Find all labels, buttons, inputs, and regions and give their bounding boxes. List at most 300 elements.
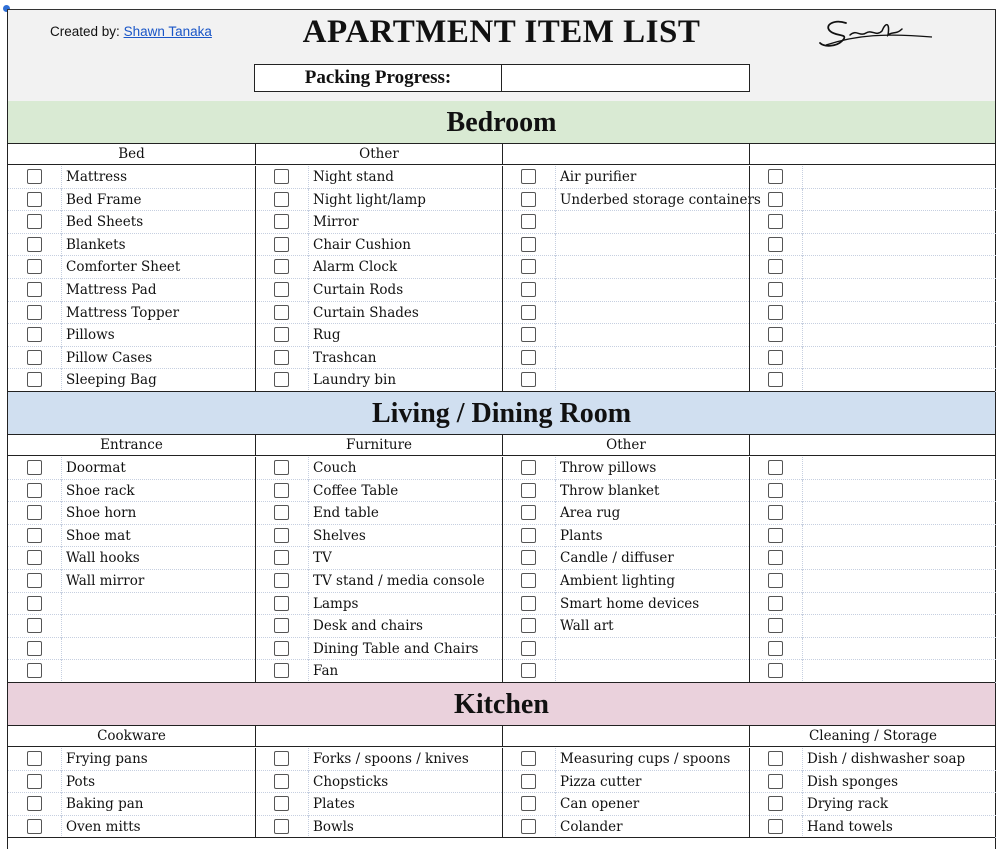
checklist-cell bbox=[749, 570, 996, 593]
cell-divider bbox=[61, 279, 62, 302]
item-checkbox[interactable] bbox=[521, 573, 536, 588]
item-checkbox[interactable] bbox=[768, 214, 783, 229]
checklist-cell bbox=[749, 771, 996, 794]
checklist-cell bbox=[749, 211, 996, 234]
checklist-cell bbox=[502, 189, 761, 212]
item-checkbox[interactable] bbox=[274, 596, 289, 611]
item-checkbox[interactable] bbox=[521, 774, 536, 789]
checklist-cell bbox=[8, 660, 255, 683]
checklist-cell bbox=[749, 525, 996, 548]
item-label: Laundry bin bbox=[313, 372, 397, 389]
item-checkbox[interactable] bbox=[274, 663, 289, 678]
cell-divider bbox=[555, 638, 556, 661]
item-label: Bed Sheets bbox=[66, 214, 144, 231]
cell-divider bbox=[555, 369, 556, 392]
item-label: Mattress bbox=[66, 169, 128, 185]
checklist-cell bbox=[749, 793, 996, 816]
checklist-cell bbox=[749, 660, 996, 683]
item-label: Measuring cups / spoons bbox=[560, 751, 731, 767]
item-label: Hand towels bbox=[807, 818, 893, 835]
checklist-cell bbox=[8, 793, 255, 816]
item-checkbox[interactable] bbox=[27, 259, 42, 274]
cell-divider bbox=[308, 615, 309, 638]
author-link[interactable]: Shawn Tanaka bbox=[123, 24, 212, 39]
item-checkbox[interactable] bbox=[521, 214, 536, 229]
checklist-cell bbox=[749, 324, 996, 347]
item-checkbox[interactable] bbox=[27, 751, 42, 766]
checklist-cell bbox=[8, 347, 255, 370]
header-row bbox=[8, 9, 995, 56]
item-label: Mattress Pad bbox=[66, 282, 157, 298]
cell-divider bbox=[555, 457, 556, 480]
item-checkbox[interactable] bbox=[521, 819, 536, 834]
column-divider bbox=[749, 748, 750, 838]
cell-divider bbox=[555, 615, 556, 638]
cell-divider bbox=[308, 593, 309, 616]
item-checkbox[interactable] bbox=[274, 505, 289, 520]
cell-divider bbox=[802, 793, 803, 816]
checklist-cell bbox=[255, 457, 502, 480]
cell-divider bbox=[61, 166, 62, 189]
cell-divider bbox=[61, 570, 62, 593]
item-checkbox[interactable] bbox=[27, 505, 42, 520]
cell-divider bbox=[61, 547, 62, 570]
item-checkbox[interactable] bbox=[27, 528, 42, 543]
item-checkbox[interactable] bbox=[521, 505, 536, 520]
item-checkbox[interactable] bbox=[274, 305, 289, 320]
item-label: Shoe horn bbox=[66, 505, 137, 522]
item-label: Frying pans bbox=[66, 751, 148, 767]
item-label: Doormat bbox=[66, 460, 126, 476]
cell-divider bbox=[555, 547, 556, 570]
column-divider bbox=[255, 457, 256, 683]
item-label: Forks / spoons / knives bbox=[313, 751, 469, 767]
cell-divider bbox=[802, 502, 803, 525]
item-checkbox[interactable] bbox=[768, 774, 783, 789]
checklist-cell bbox=[502, 166, 749, 189]
checklist-cell bbox=[502, 660, 749, 683]
item-checkbox[interactable] bbox=[521, 350, 536, 365]
item-checkbox[interactable] bbox=[521, 550, 536, 565]
cell-divider bbox=[61, 480, 62, 503]
item-checkbox[interactable] bbox=[274, 282, 289, 297]
checklist-cell bbox=[255, 256, 502, 279]
cell-divider bbox=[61, 593, 62, 616]
cell-divider bbox=[308, 570, 309, 593]
cell-divider bbox=[802, 748, 803, 771]
cell-divider bbox=[308, 302, 309, 325]
cell-divider bbox=[308, 748, 309, 771]
section-title: Kitchen bbox=[8, 683, 995, 726]
column-divider bbox=[749, 457, 750, 683]
checklist-cell bbox=[8, 593, 255, 616]
checklist-cell bbox=[502, 480, 749, 503]
item-checkbox[interactable] bbox=[27, 796, 42, 811]
cell-divider bbox=[308, 502, 309, 525]
cell-divider bbox=[308, 525, 309, 548]
item-checkbox[interactable] bbox=[768, 819, 783, 834]
item-checkbox[interactable] bbox=[27, 237, 42, 252]
item-checkbox[interactable] bbox=[768, 305, 783, 320]
checklist-cell bbox=[255, 525, 502, 548]
cell-divider bbox=[308, 793, 309, 816]
signature-image bbox=[816, 11, 936, 55]
item-checkbox[interactable] bbox=[27, 305, 42, 320]
item-list-sheet bbox=[7, 9, 996, 849]
cell-divider bbox=[802, 570, 803, 593]
item-checkbox[interactable] bbox=[27, 663, 42, 678]
item-checkbox[interactable] bbox=[521, 663, 536, 678]
checklist-cell bbox=[749, 234, 996, 257]
section-bottom-border bbox=[8, 837, 995, 838]
cell-divider bbox=[555, 748, 556, 771]
item-checkbox[interactable] bbox=[521, 327, 536, 342]
checklist-cell bbox=[8, 570, 255, 593]
checklist-cell bbox=[8, 502, 255, 525]
item-checkbox[interactable] bbox=[521, 169, 536, 184]
item-checkbox[interactable] bbox=[27, 819, 42, 834]
cell-divider bbox=[555, 166, 556, 189]
item-label: Wall hooks bbox=[66, 550, 140, 567]
cell-divider bbox=[308, 457, 309, 480]
item-label: Blankets bbox=[66, 236, 126, 253]
item-checkbox[interactable] bbox=[27, 192, 42, 207]
item-checkbox[interactable] bbox=[768, 460, 783, 475]
cell-divider bbox=[308, 234, 309, 257]
checklist-cell bbox=[8, 302, 255, 325]
item-checkbox[interactable] bbox=[521, 528, 536, 543]
cell-divider bbox=[308, 547, 309, 570]
cell-divider bbox=[308, 324, 309, 347]
column-header bbox=[749, 144, 996, 165]
item-checkbox[interactable] bbox=[274, 372, 289, 387]
packing-progress-label: Packing Progress: bbox=[254, 64, 502, 92]
checklist-cell bbox=[502, 369, 749, 392]
checklist-cell bbox=[255, 660, 502, 683]
checklist-cell bbox=[255, 547, 502, 570]
item-checkbox[interactable] bbox=[768, 483, 783, 498]
checklist-cell bbox=[502, 234, 749, 257]
item-checkbox[interactable] bbox=[27, 214, 42, 229]
item-label: TV stand / media console bbox=[313, 573, 485, 589]
checklist-cell bbox=[255, 748, 502, 771]
checklist-cell bbox=[502, 457, 749, 480]
checklist-cell bbox=[8, 457, 255, 480]
cell-divider bbox=[61, 816, 62, 839]
item-label: Trashcan bbox=[313, 349, 377, 366]
item-checkbox[interactable] bbox=[274, 751, 289, 766]
checklist-cell bbox=[749, 347, 996, 370]
checklist-cell bbox=[502, 771, 749, 794]
item-checkbox[interactable] bbox=[768, 350, 783, 365]
section-title: Bedroom bbox=[8, 101, 995, 144]
item-label: Alarm Clock bbox=[313, 259, 398, 276]
item-checkbox[interactable] bbox=[768, 641, 783, 656]
cell-divider bbox=[802, 480, 803, 503]
cell-divider bbox=[308, 816, 309, 839]
checklist-cell bbox=[8, 166, 255, 189]
cell-divider bbox=[555, 660, 556, 683]
column-header bbox=[255, 726, 502, 747]
checklist-cell bbox=[8, 525, 255, 548]
item-label: Throw pillows bbox=[560, 460, 657, 476]
column-header: Other bbox=[255, 144, 502, 165]
cell-divider bbox=[61, 457, 62, 480]
cell-divider bbox=[802, 593, 803, 616]
checklist-cell bbox=[502, 547, 749, 570]
cell-divider bbox=[802, 369, 803, 392]
checklist-cell bbox=[255, 570, 502, 593]
item-label: Desk and chairs bbox=[313, 618, 423, 635]
cell-divider bbox=[61, 771, 62, 794]
item-label: Dining Table and Chairs bbox=[313, 640, 479, 657]
checklist-cell bbox=[502, 324, 749, 347]
item-label: Mirror bbox=[313, 214, 359, 231]
item-checkbox[interactable] bbox=[768, 550, 783, 565]
column-header: Other bbox=[502, 435, 749, 456]
checklist-cell bbox=[8, 234, 255, 257]
item-checkbox[interactable] bbox=[274, 796, 289, 811]
cell-divider bbox=[308, 638, 309, 661]
checklist-cell bbox=[749, 189, 996, 212]
checklist-cell bbox=[255, 615, 502, 638]
column-header: Cleaning / Storage bbox=[749, 726, 996, 747]
item-checkbox[interactable] bbox=[521, 460, 536, 475]
checklist-cell bbox=[8, 638, 255, 661]
checklist-cell bbox=[502, 615, 749, 638]
checklist-cell bbox=[749, 502, 996, 525]
cell-divider bbox=[61, 615, 62, 638]
item-checkbox[interactable] bbox=[27, 169, 42, 184]
item-checkbox[interactable] bbox=[274, 483, 289, 498]
item-checkbox[interactable] bbox=[521, 641, 536, 656]
item-checkbox[interactable] bbox=[521, 305, 536, 320]
item-checkbox[interactable] bbox=[521, 618, 536, 633]
item-checkbox[interactable] bbox=[768, 663, 783, 678]
column-divider bbox=[502, 166, 503, 392]
checklist-cell bbox=[749, 256, 996, 279]
cell-divider bbox=[802, 638, 803, 661]
item-checkbox[interactable] bbox=[768, 282, 783, 297]
item-checkbox[interactable] bbox=[768, 327, 783, 342]
item-checkbox[interactable] bbox=[27, 618, 42, 633]
item-checkbox[interactable] bbox=[768, 573, 783, 588]
checklist-cell bbox=[502, 793, 749, 816]
item-label: Area rug bbox=[560, 505, 621, 522]
cell-divider bbox=[308, 256, 309, 279]
item-checkbox[interactable] bbox=[274, 528, 289, 543]
item-checkbox[interactable] bbox=[521, 483, 536, 498]
column-divider bbox=[255, 748, 256, 838]
item-checkbox[interactable] bbox=[521, 237, 536, 252]
column-divider bbox=[255, 166, 256, 392]
item-label: Sleeping Bag bbox=[66, 372, 157, 389]
item-checkbox[interactable] bbox=[274, 641, 289, 656]
item-checkbox[interactable] bbox=[274, 259, 289, 274]
item-label: Night light/lamp bbox=[313, 191, 426, 208]
item-label: Wall mirror bbox=[66, 573, 145, 589]
item-checkbox[interactable] bbox=[27, 282, 42, 297]
item-checkbox[interactable] bbox=[27, 327, 42, 342]
item-checkbox[interactable] bbox=[521, 596, 536, 611]
item-label: Dish sponges bbox=[807, 773, 899, 790]
item-checkbox[interactable] bbox=[768, 751, 783, 766]
checklist-cell bbox=[749, 547, 996, 570]
item-checkbox[interactable] bbox=[521, 282, 536, 297]
checklist-cell bbox=[8, 748, 255, 771]
checklist-cell bbox=[8, 369, 255, 392]
item-checkbox[interactable] bbox=[274, 550, 289, 565]
item-label: Plants bbox=[560, 527, 603, 544]
item-checkbox[interactable] bbox=[27, 550, 42, 565]
item-checkbox[interactable] bbox=[521, 796, 536, 811]
item-label: Shoe mat bbox=[66, 527, 131, 544]
checklist-cell bbox=[8, 189, 255, 212]
item-label: Air purifier bbox=[560, 169, 637, 185]
cell-divider bbox=[555, 256, 556, 279]
cell-divider bbox=[555, 793, 556, 816]
checklist-cell bbox=[255, 189, 502, 212]
item-checkbox[interactable] bbox=[768, 259, 783, 274]
checklist-cell bbox=[502, 279, 749, 302]
column-divider bbox=[502, 457, 503, 683]
item-label: Ambient lighting bbox=[560, 573, 675, 589]
item-label: Shelves bbox=[313, 527, 366, 544]
checklist-cell bbox=[749, 302, 996, 325]
cell-divider bbox=[802, 457, 803, 480]
item-checkbox[interactable] bbox=[768, 192, 783, 207]
item-checkbox[interactable] bbox=[768, 796, 783, 811]
checklist-cell bbox=[502, 816, 749, 839]
item-checkbox[interactable] bbox=[274, 460, 289, 475]
column-divider bbox=[502, 748, 503, 838]
checklist-cell bbox=[255, 771, 502, 794]
item-checkbox[interactable] bbox=[274, 327, 289, 342]
item-checkbox[interactable] bbox=[521, 751, 536, 766]
cell-divider bbox=[308, 189, 309, 212]
item-checkbox[interactable] bbox=[27, 596, 42, 611]
checklist-cell bbox=[749, 369, 996, 392]
item-checkbox[interactable] bbox=[521, 372, 536, 387]
column-header-row bbox=[8, 726, 995, 747]
item-label: Wall art bbox=[560, 618, 614, 635]
item-checkbox[interactable] bbox=[274, 774, 289, 789]
cell-divider bbox=[61, 369, 62, 392]
item-checkbox[interactable] bbox=[274, 214, 289, 229]
item-checkbox[interactable] bbox=[274, 169, 289, 184]
column-header: Cookware bbox=[97, 728, 166, 744]
cell-divider bbox=[802, 166, 803, 189]
checklist-cell bbox=[255, 347, 502, 370]
column-header bbox=[502, 144, 749, 165]
item-label: Pizza cutter bbox=[560, 773, 642, 790]
cell-divider bbox=[308, 347, 309, 370]
item-checkbox[interactable] bbox=[27, 641, 42, 656]
cell-divider bbox=[802, 816, 803, 839]
checklist-cell bbox=[502, 302, 749, 325]
item-checkbox[interactable] bbox=[768, 618, 783, 633]
item-label: Candle / diffuser bbox=[560, 550, 674, 567]
cell-divider bbox=[802, 279, 803, 302]
item-checkbox[interactable] bbox=[27, 460, 42, 475]
item-label: Mattress Topper bbox=[66, 304, 180, 321]
item-checkbox[interactable] bbox=[768, 528, 783, 543]
item-checkbox[interactable] bbox=[768, 169, 783, 184]
cell-divider bbox=[61, 211, 62, 234]
item-checkbox[interactable] bbox=[27, 774, 42, 789]
cell-divider bbox=[308, 369, 309, 392]
cell-divider bbox=[61, 256, 62, 279]
checklist-cell bbox=[502, 525, 749, 548]
top-border bbox=[7, 9, 996, 10]
item-label: Underbed storage containers bbox=[560, 191, 761, 208]
document-title: APARTMENT ITEM LIST bbox=[302, 14, 701, 50]
item-label: Curtain Shades bbox=[313, 304, 419, 321]
item-checkbox[interactable] bbox=[768, 505, 783, 520]
item-checkbox[interactable] bbox=[27, 350, 42, 365]
checklist-cell bbox=[255, 638, 502, 661]
item-checkbox[interactable] bbox=[521, 259, 536, 274]
item-label: Oven mitts bbox=[66, 818, 141, 835]
item-label: Colander bbox=[560, 818, 623, 835]
cell-divider bbox=[555, 593, 556, 616]
item-checkbox[interactable] bbox=[521, 192, 536, 207]
checklist-cell bbox=[749, 457, 996, 480]
item-label: Couch bbox=[313, 460, 357, 476]
item-checkbox[interactable] bbox=[274, 350, 289, 365]
item-checkbox[interactable] bbox=[274, 237, 289, 252]
item-checkbox[interactable] bbox=[274, 819, 289, 834]
checklist-cell bbox=[502, 570, 749, 593]
checklist-cell bbox=[502, 748, 749, 771]
item-label: Fan bbox=[313, 663, 339, 680]
progress-row bbox=[8, 55, 995, 102]
item-label: End table bbox=[313, 505, 379, 522]
item-checkbox[interactable] bbox=[27, 573, 42, 588]
cell-divider bbox=[802, 547, 803, 570]
item-checkbox[interactable] bbox=[768, 596, 783, 611]
checklist-cell bbox=[8, 816, 255, 839]
cell-divider bbox=[61, 748, 62, 771]
item-checkbox[interactable] bbox=[27, 372, 42, 387]
item-checkbox[interactable] bbox=[274, 618, 289, 633]
item-checkbox[interactable] bbox=[274, 192, 289, 207]
cell-divider bbox=[802, 302, 803, 325]
checklist-cell bbox=[502, 256, 749, 279]
cell-divider bbox=[308, 480, 309, 503]
checklist-cell bbox=[255, 502, 502, 525]
column-header bbox=[502, 726, 749, 747]
item-checkbox[interactable] bbox=[768, 237, 783, 252]
item-checkbox[interactable] bbox=[768, 372, 783, 387]
item-label: Comforter Sheet bbox=[66, 259, 181, 276]
checklist-cell bbox=[8, 615, 255, 638]
checklist-cell bbox=[749, 638, 996, 661]
checklist-cell bbox=[749, 593, 996, 616]
checklist-cell bbox=[255, 369, 502, 392]
item-label: Pillows bbox=[66, 327, 115, 344]
checklist-cell bbox=[8, 547, 255, 570]
item-checkbox[interactable] bbox=[27, 483, 42, 498]
checklist-cell bbox=[502, 347, 749, 370]
item-label: Lamps bbox=[313, 595, 359, 612]
item-label: Baking pan bbox=[66, 796, 144, 813]
cell-divider bbox=[802, 324, 803, 347]
item-checkbox[interactable] bbox=[274, 573, 289, 588]
checklist-cell bbox=[8, 279, 255, 302]
item-label: Chopsticks bbox=[313, 773, 389, 790]
cell-divider bbox=[61, 502, 62, 525]
